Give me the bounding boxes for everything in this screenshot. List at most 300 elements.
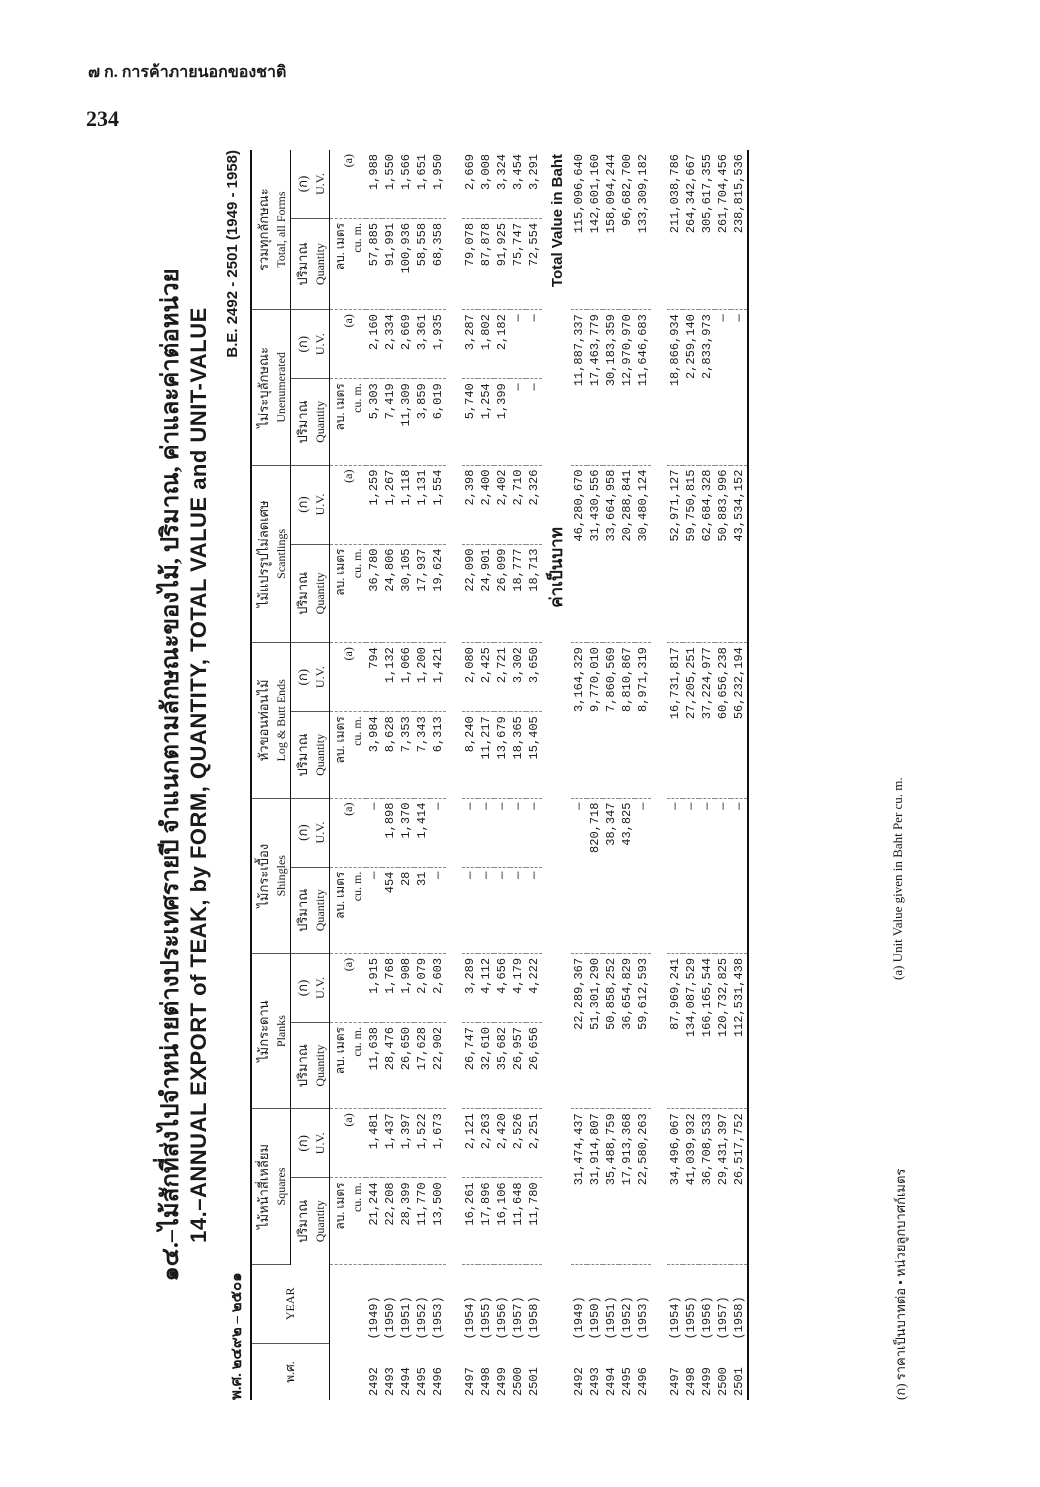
value-cell: 13,500: [430, 1178, 446, 1264]
value-cell: 1,950: [430, 150, 446, 218]
year-ce-cell: (1950): [588, 1296, 602, 1340]
value-cell: 1,550: [382, 150, 398, 218]
value-cell: 112,531,438: [731, 953, 748, 1108]
value-cell: 166,165,544: [699, 953, 715, 1108]
table-row: [462, 150, 478, 1400]
value-cell: 3,302: [510, 643, 526, 712]
year-be-cell: 2498: [684, 1367, 698, 1396]
value-cell: —: [366, 798, 382, 867]
value-cell: 31: [414, 867, 430, 953]
value-cell: —: [715, 310, 731, 465]
value-cell: 7,343: [414, 712, 430, 798]
unit-value-header: (ก) U.V.: [291, 150, 330, 218]
value-cell: 1,267: [382, 465, 398, 544]
section-title-english: Total Value in Baht: [549, 154, 566, 288]
value-cell: 2,669: [462, 150, 478, 218]
group-gap: [651, 150, 667, 1400]
value-cell: 26,656: [526, 1022, 542, 1108]
year-be-cell: 2501: [732, 1367, 746, 1396]
table-row: [731, 150, 748, 1400]
value-cell: 1,768: [382, 953, 398, 1022]
value-cell: —: [510, 798, 526, 867]
group-header: รวมทุกลักษณะ Total, all Forms: [251, 150, 291, 310]
value-cell: 22,902: [430, 1022, 446, 1108]
year-be-cell: 2492: [367, 1367, 381, 1396]
table-row: [667, 150, 683, 1400]
period-thai: พ.ศ. ๒๔๙๒ – ๒๕๐๑: [229, 1272, 245, 1400]
year-ce-cell: (1958): [527, 1296, 541, 1340]
value-cell: 38,347: [603, 798, 619, 953]
value-cell: —: [683, 798, 699, 953]
value-cell: —: [526, 310, 542, 379]
group-header: ไม้หน้าสี่เหลี่ยม Squares: [251, 1109, 291, 1264]
year-be-cell: 2495: [415, 1367, 429, 1396]
value-cell: 8,810,867: [619, 643, 635, 798]
quantity-header: ปริมาณ Quantity: [291, 379, 330, 465]
value-cell: —: [430, 867, 446, 953]
year-be-cell: 2501: [527, 1367, 541, 1396]
value-cell: 2,420: [494, 1109, 510, 1178]
value-cell: 37,224,977: [699, 643, 715, 798]
value-cell: 6,313: [430, 712, 446, 798]
year-ce-cell: (1952): [620, 1296, 634, 1340]
year-be-cell: 2497: [463, 1367, 477, 1396]
value-cell: 57,885: [366, 218, 382, 309]
value-cell: 5,303: [366, 379, 382, 465]
value-cell: 133,309,182: [635, 150, 651, 310]
value-cell: 1,988: [366, 150, 382, 218]
table-row: [430, 150, 446, 1400]
value-cell: 2,079: [414, 953, 430, 1022]
value-cell: 12,970,970: [619, 310, 635, 465]
value-cell: 19,624: [430, 544, 446, 643]
value-cell: —: [731, 310, 748, 465]
unit-value-header: (ก) U.V.: [291, 310, 330, 379]
value-cell: 26,957: [510, 1022, 526, 1108]
value-cell: 4,179: [510, 953, 526, 1022]
value-cell: 29,431,397: [715, 1109, 731, 1264]
year-ce-cell: (1955): [684, 1296, 698, 1340]
value-cell: 11,217: [478, 712, 494, 798]
year-be-cell: 2499: [495, 1367, 509, 1396]
section-header-total-value: [542, 150, 571, 1400]
year-be-cell: 2493: [383, 1367, 397, 1396]
value-cell: 60,656,238: [715, 643, 731, 798]
unit-label: ลบ. เมตร cu. m.: [330, 218, 367, 309]
value-cell: 59,612,593: [635, 953, 651, 1108]
value-cell: 28,476: [382, 1022, 398, 1108]
value-cell: —: [478, 798, 494, 867]
table-row: [478, 150, 494, 1400]
year-ce-cell: (1958): [732, 1296, 746, 1340]
unit-value-header: (ก) U.V.: [291, 798, 330, 867]
value-cell: 68,358: [430, 218, 446, 309]
value-cell: 1,132: [382, 643, 398, 712]
unit-value-label: (a): [330, 310, 367, 379]
value-cell: 79,078: [462, 218, 478, 309]
value-cell: —: [462, 867, 478, 953]
value-cell: 52,971,127: [667, 465, 683, 643]
value-cell: 1,397: [398, 1109, 414, 1178]
value-cell: 1,118: [398, 465, 414, 544]
year-be-cell: 2494: [399, 1367, 413, 1396]
value-cell: 46,280,670: [571, 465, 587, 643]
unit-row: [330, 150, 367, 1400]
value-cell: 2,160: [366, 310, 382, 379]
value-cell: 31,474,437: [571, 1109, 587, 1264]
value-cell: —: [510, 310, 526, 379]
table-row: [635, 150, 651, 1400]
value-cell: 1,399: [494, 379, 510, 465]
year-ce-cell: (1953): [636, 1296, 650, 1340]
unit-value-header: (ก) U.V.: [291, 465, 330, 544]
value-cell: 1,673: [430, 1109, 446, 1178]
table-body: [330, 150, 749, 1400]
value-cell: 56,232,194: [731, 643, 748, 798]
value-cell: 22,208: [382, 1178, 398, 1264]
value-cell: 13,679: [494, 712, 510, 798]
value-cell: 11,780: [526, 1178, 542, 1264]
value-cell: 134,087,529: [683, 953, 699, 1108]
value-cell: —: [494, 798, 510, 867]
value-cell: 17,913,368: [619, 1109, 635, 1264]
footnote-english: (a) Unit Value given in Baht Per cu. m.: [890, 777, 905, 980]
year-ce-cell: (1956): [495, 1296, 509, 1340]
value-cell: 1,915: [366, 953, 382, 1022]
value-cell: 305,617,355: [699, 150, 715, 310]
value-cell: 120,732,825: [715, 953, 731, 1108]
value-cell: 2,080: [462, 643, 478, 712]
year-en-header: YEAR: [251, 1264, 330, 1343]
value-cell: 261,704,456: [715, 150, 731, 310]
value-cell: 9,770,010: [587, 643, 603, 798]
group-header: ไม้กระดาน Planks: [251, 953, 291, 1108]
table-row: [494, 150, 510, 1400]
value-cell: 35,682: [494, 1022, 510, 1108]
unit-value-header: (ก) U.V.: [291, 643, 330, 712]
table-row: [526, 150, 542, 1400]
value-cell: 6,019: [430, 379, 446, 465]
year-ce-cell: (1953): [431, 1296, 445, 1340]
value-cell: 238,815,536: [731, 150, 748, 310]
teak-export-table: [250, 150, 749, 1400]
value-cell: 2,398: [462, 465, 478, 544]
value-cell: 8,971,319: [635, 643, 651, 798]
unit-label: ลบ. เมตร cu. m.: [330, 544, 367, 643]
year-be-cell: 2494: [604, 1367, 618, 1396]
year-ce-cell: (1951): [604, 1296, 618, 1340]
year-ce-cell: (1950): [383, 1296, 397, 1340]
year-be-cell: 2493: [588, 1367, 602, 1396]
section-title-thai: ค่าเป็นบาท: [547, 527, 566, 608]
value-cell: 3,859: [414, 379, 430, 465]
year-be-cell: 2496: [431, 1367, 445, 1396]
value-cell: 11,646,683: [635, 310, 651, 465]
year-ce-cell: (1949): [572, 1296, 586, 1340]
value-cell: 43,825: [619, 798, 635, 953]
table-title-thai: ๑๔.–ไม้สักที่ส่งไปจำหน่ายต่างประเทศรายปี จำแนกตามลักษณะของไม้, ปริมาณ, ค่าและค่าต่อหน่วย: [158, 268, 184, 1282]
unit-value-header: (ก) U.V.: [291, 953, 330, 1022]
value-cell: 3,287: [462, 310, 478, 379]
table-row: [366, 150, 382, 1400]
value-cell: 31,430,556: [587, 465, 603, 643]
unit-value-label: (a): [330, 1109, 367, 1178]
value-cell: 75,747: [510, 218, 526, 309]
quantity-header: ปริมาณ Quantity: [291, 1178, 330, 1264]
value-cell: 3,008: [478, 150, 494, 218]
value-cell: 1,200: [414, 643, 430, 712]
value-cell: 11,770: [414, 1178, 430, 1264]
year-be-cell: 2498: [479, 1367, 493, 1396]
year-ce-cell: (1954): [668, 1296, 682, 1340]
unit-label: ลบ. เมตร cu. m.: [330, 1178, 367, 1264]
value-cell: 26,517,752: [731, 1109, 748, 1264]
value-cell: 1,554: [430, 465, 446, 544]
value-cell: 1,935: [430, 310, 446, 379]
value-cell: —: [699, 798, 715, 953]
value-cell: 18,777: [510, 544, 526, 643]
value-cell: 22,289,367: [571, 953, 587, 1108]
value-cell: 1,254: [478, 379, 494, 465]
group-header: ไม้กระเบื้อง Shingles: [251, 798, 291, 953]
value-cell: 115,096,640: [571, 150, 587, 310]
value-cell: 31,914,807: [587, 1109, 603, 1264]
value-cell: 11,309: [398, 379, 414, 465]
value-cell: 3,454: [510, 150, 526, 218]
value-cell: 1,131: [414, 465, 430, 544]
year-be-cell: 2500: [716, 1367, 730, 1396]
value-cell: 1,908: [398, 953, 414, 1022]
value-cell: 33,664,958: [603, 465, 619, 643]
value-cell: —: [510, 867, 526, 953]
table-row: [699, 150, 715, 1400]
table-row: [587, 150, 603, 1400]
value-cell: 7,419: [382, 379, 398, 465]
value-cell: 4,656: [494, 953, 510, 1022]
year-be-cell: 2495: [620, 1367, 634, 1396]
value-cell: 2,833,973: [699, 310, 715, 465]
quantity-header: ปริมาณ Quantity: [291, 867, 330, 953]
value-cell: —: [366, 867, 382, 953]
value-cell: 30,183,359: [603, 310, 619, 465]
value-cell: 36,780: [366, 544, 382, 643]
value-cell: 18,713: [526, 544, 542, 643]
value-cell: 17,463,779: [587, 310, 603, 465]
unit-label: ลบ. เมตร cu. m.: [330, 379, 367, 465]
year-ce-cell: (1957): [716, 1296, 730, 1340]
value-cell: —: [635, 798, 651, 953]
table-row: [683, 150, 699, 1400]
value-cell: 72,554: [526, 218, 542, 309]
unit-value-label: (a): [330, 953, 367, 1022]
value-cell: 22,090: [462, 544, 478, 643]
unit-value-label: (a): [330, 643, 367, 712]
value-cell: 17,937: [414, 544, 430, 643]
value-cell: 100,936: [398, 218, 414, 309]
value-cell: 1,066: [398, 643, 414, 712]
year-be-cell: 2499: [700, 1367, 714, 1396]
value-cell: —: [571, 798, 587, 953]
value-cell: 87,878: [478, 218, 494, 309]
value-cell: 1,898: [382, 798, 398, 867]
value-cell: 1,566: [398, 150, 414, 218]
value-cell: 24,901: [478, 544, 494, 643]
value-cell: 62,684,328: [699, 465, 715, 643]
year-ce-cell: (1951): [399, 1296, 413, 1340]
value-cell: 2,425: [478, 643, 494, 712]
year-be-cell: 2492: [572, 1367, 586, 1396]
rotated-table-area: [150, 150, 910, 1400]
header-sub-row: [291, 150, 330, 1400]
value-cell: 20,288,841: [619, 465, 635, 643]
value-cell: 16,261: [462, 1178, 478, 1264]
footnote-thai: (ก) ราคาเป็นบาทต่อ • หน่วยลูกบาศก์เมตร: [893, 1168, 908, 1400]
quantity-header: ปริมาณ Quantity: [291, 1022, 330, 1108]
value-cell: 91,925: [494, 218, 510, 309]
value-cell: 91,991: [382, 218, 398, 309]
value-cell: —: [715, 798, 731, 953]
value-cell: 2,251: [526, 1109, 542, 1178]
unit-value-header: (ก) U.V.: [291, 1109, 330, 1178]
year-ce-cell: (1952): [415, 1296, 429, 1340]
value-cell: 96,682,700: [619, 150, 635, 310]
value-cell: 36,654,829: [619, 953, 635, 1108]
group-header: หัวขอนท่อนไม้ Log & Butt Ends: [251, 643, 291, 798]
quantity-header: ปริมาณ Quantity: [291, 712, 330, 798]
table-row: [398, 150, 414, 1400]
value-cell: 18,866,934: [667, 310, 683, 465]
value-cell: 142,601,160: [587, 150, 603, 310]
value-cell: —: [526, 867, 542, 953]
value-cell: —: [430, 798, 446, 867]
value-cell: 4,112: [478, 953, 494, 1022]
value-cell: 30,105: [398, 544, 414, 643]
value-cell: 27,205,251: [683, 643, 699, 798]
year-be-cell: 2500: [511, 1367, 525, 1396]
value-cell: 3,289: [462, 953, 478, 1022]
value-cell: 41,039,932: [683, 1109, 699, 1264]
value-cell: —: [478, 867, 494, 953]
value-cell: 26,747: [462, 1022, 478, 1108]
value-cell: 3,324: [494, 150, 510, 218]
value-cell: 820,718: [587, 798, 603, 953]
value-cell: 794: [366, 643, 382, 712]
value-cell: 3,650: [526, 643, 542, 712]
value-cell: 22,580,263: [635, 1109, 651, 1264]
value-cell: 1,481: [366, 1109, 382, 1178]
value-cell: 1,522: [414, 1109, 430, 1178]
value-cell: 2,669: [398, 310, 414, 379]
value-cell: 34,496,067: [667, 1109, 683, 1264]
year-ce-cell: (1956): [700, 1296, 714, 1340]
value-cell: —: [526, 798, 542, 867]
unit-value-label: (a): [330, 150, 367, 218]
table-row: [414, 150, 430, 1400]
value-cell: 8,240: [462, 712, 478, 798]
year-ce-cell: (1957): [511, 1296, 525, 1340]
value-cell: 7,860,569: [603, 643, 619, 798]
value-cell: 59,750,815: [683, 465, 699, 643]
value-cell: 1,421: [430, 643, 446, 712]
value-cell: 2,121: [462, 1109, 478, 1178]
value-cell: 18,365: [510, 712, 526, 798]
unit-value-label: (a): [330, 465, 367, 544]
value-cell: 264,342,667: [683, 150, 699, 310]
value-cell: 17,628: [414, 1022, 430, 1108]
year-ce-cell: (1955): [479, 1296, 493, 1340]
value-cell: 24,806: [382, 544, 398, 643]
value-cell: 87,969,241: [667, 953, 683, 1108]
value-cell: 2,526: [510, 1109, 526, 1178]
value-cell: 51,301,290: [587, 953, 603, 1108]
value-cell: 35,488,759: [603, 1109, 619, 1264]
quantity-header: ปริมาณ Quantity: [291, 544, 330, 643]
value-cell: 50,883,996: [715, 465, 731, 643]
table-row: [382, 150, 398, 1400]
value-cell: 8,628: [382, 712, 398, 798]
year-ce-cell: (1949): [367, 1296, 381, 1340]
value-cell: 21,244: [366, 1178, 382, 1264]
table-row: [510, 150, 526, 1400]
value-cell: 3,291: [526, 150, 542, 218]
unit-label: ลบ. เมตร cu. m.: [330, 1022, 367, 1108]
value-cell: 1,370: [398, 798, 414, 867]
value-cell: 1,651: [414, 150, 430, 218]
value-cell: 15,405: [526, 712, 542, 798]
value-cell: 32,610: [478, 1022, 494, 1108]
value-cell: —: [510, 379, 526, 465]
value-cell: —: [462, 798, 478, 867]
value-cell: 16,106: [494, 1178, 510, 1264]
header-group-row: [251, 150, 291, 1400]
value-cell: 454: [382, 867, 398, 953]
value-cell: 2,259,140: [683, 310, 699, 465]
value-cell: 2,182: [494, 310, 510, 379]
unit-label: ลบ. เมตร cu. m.: [330, 867, 367, 953]
value-cell: 43,534,152: [731, 465, 748, 643]
value-cell: 211,038,786: [667, 150, 683, 310]
year-th-header: พ.ศ.: [251, 1344, 330, 1400]
value-cell: 11,887,337: [571, 310, 587, 465]
value-cell: 2,402: [494, 465, 510, 544]
value-cell: 1,437: [382, 1109, 398, 1178]
table-row: [715, 150, 731, 1400]
value-cell: 2,334: [382, 310, 398, 379]
period-english: B.E. 2492 - 2501 (1949 - 1958): [224, 150, 241, 358]
table-row: [571, 150, 587, 1400]
value-cell: 1,414: [414, 798, 430, 867]
value-cell: 36,708,533: [699, 1109, 715, 1264]
value-cell: 3,361: [414, 310, 430, 379]
value-cell: —: [494, 867, 510, 953]
group-header: ไม่ระบุลักษณะ Unenumerated: [251, 310, 291, 465]
value-cell: 11,638: [366, 1022, 382, 1108]
group-gap: [446, 150, 462, 1400]
value-cell: 28,399: [398, 1178, 414, 1264]
table-row: [603, 150, 619, 1400]
value-cell: 4,222: [526, 953, 542, 1022]
value-cell: 26,650: [398, 1022, 414, 1108]
value-cell: 1,802: [478, 310, 494, 379]
year-be-cell: 2496: [636, 1367, 650, 1396]
table-title-english: 14.–ANNUAL EXPORT of TEAK, by FORM, QUANTITY, TOTAL VALUE and UNIT-VALUE: [186, 307, 211, 1243]
page-header: ๗ ก. การค้าภายนอกของชาติ: [88, 64, 287, 81]
value-cell: —: [526, 379, 542, 465]
value-cell: 5,740: [462, 379, 478, 465]
value-cell: 50,858,252: [603, 953, 619, 1108]
value-cell: 3,984: [366, 712, 382, 798]
value-cell: 158,094,244: [603, 150, 619, 310]
